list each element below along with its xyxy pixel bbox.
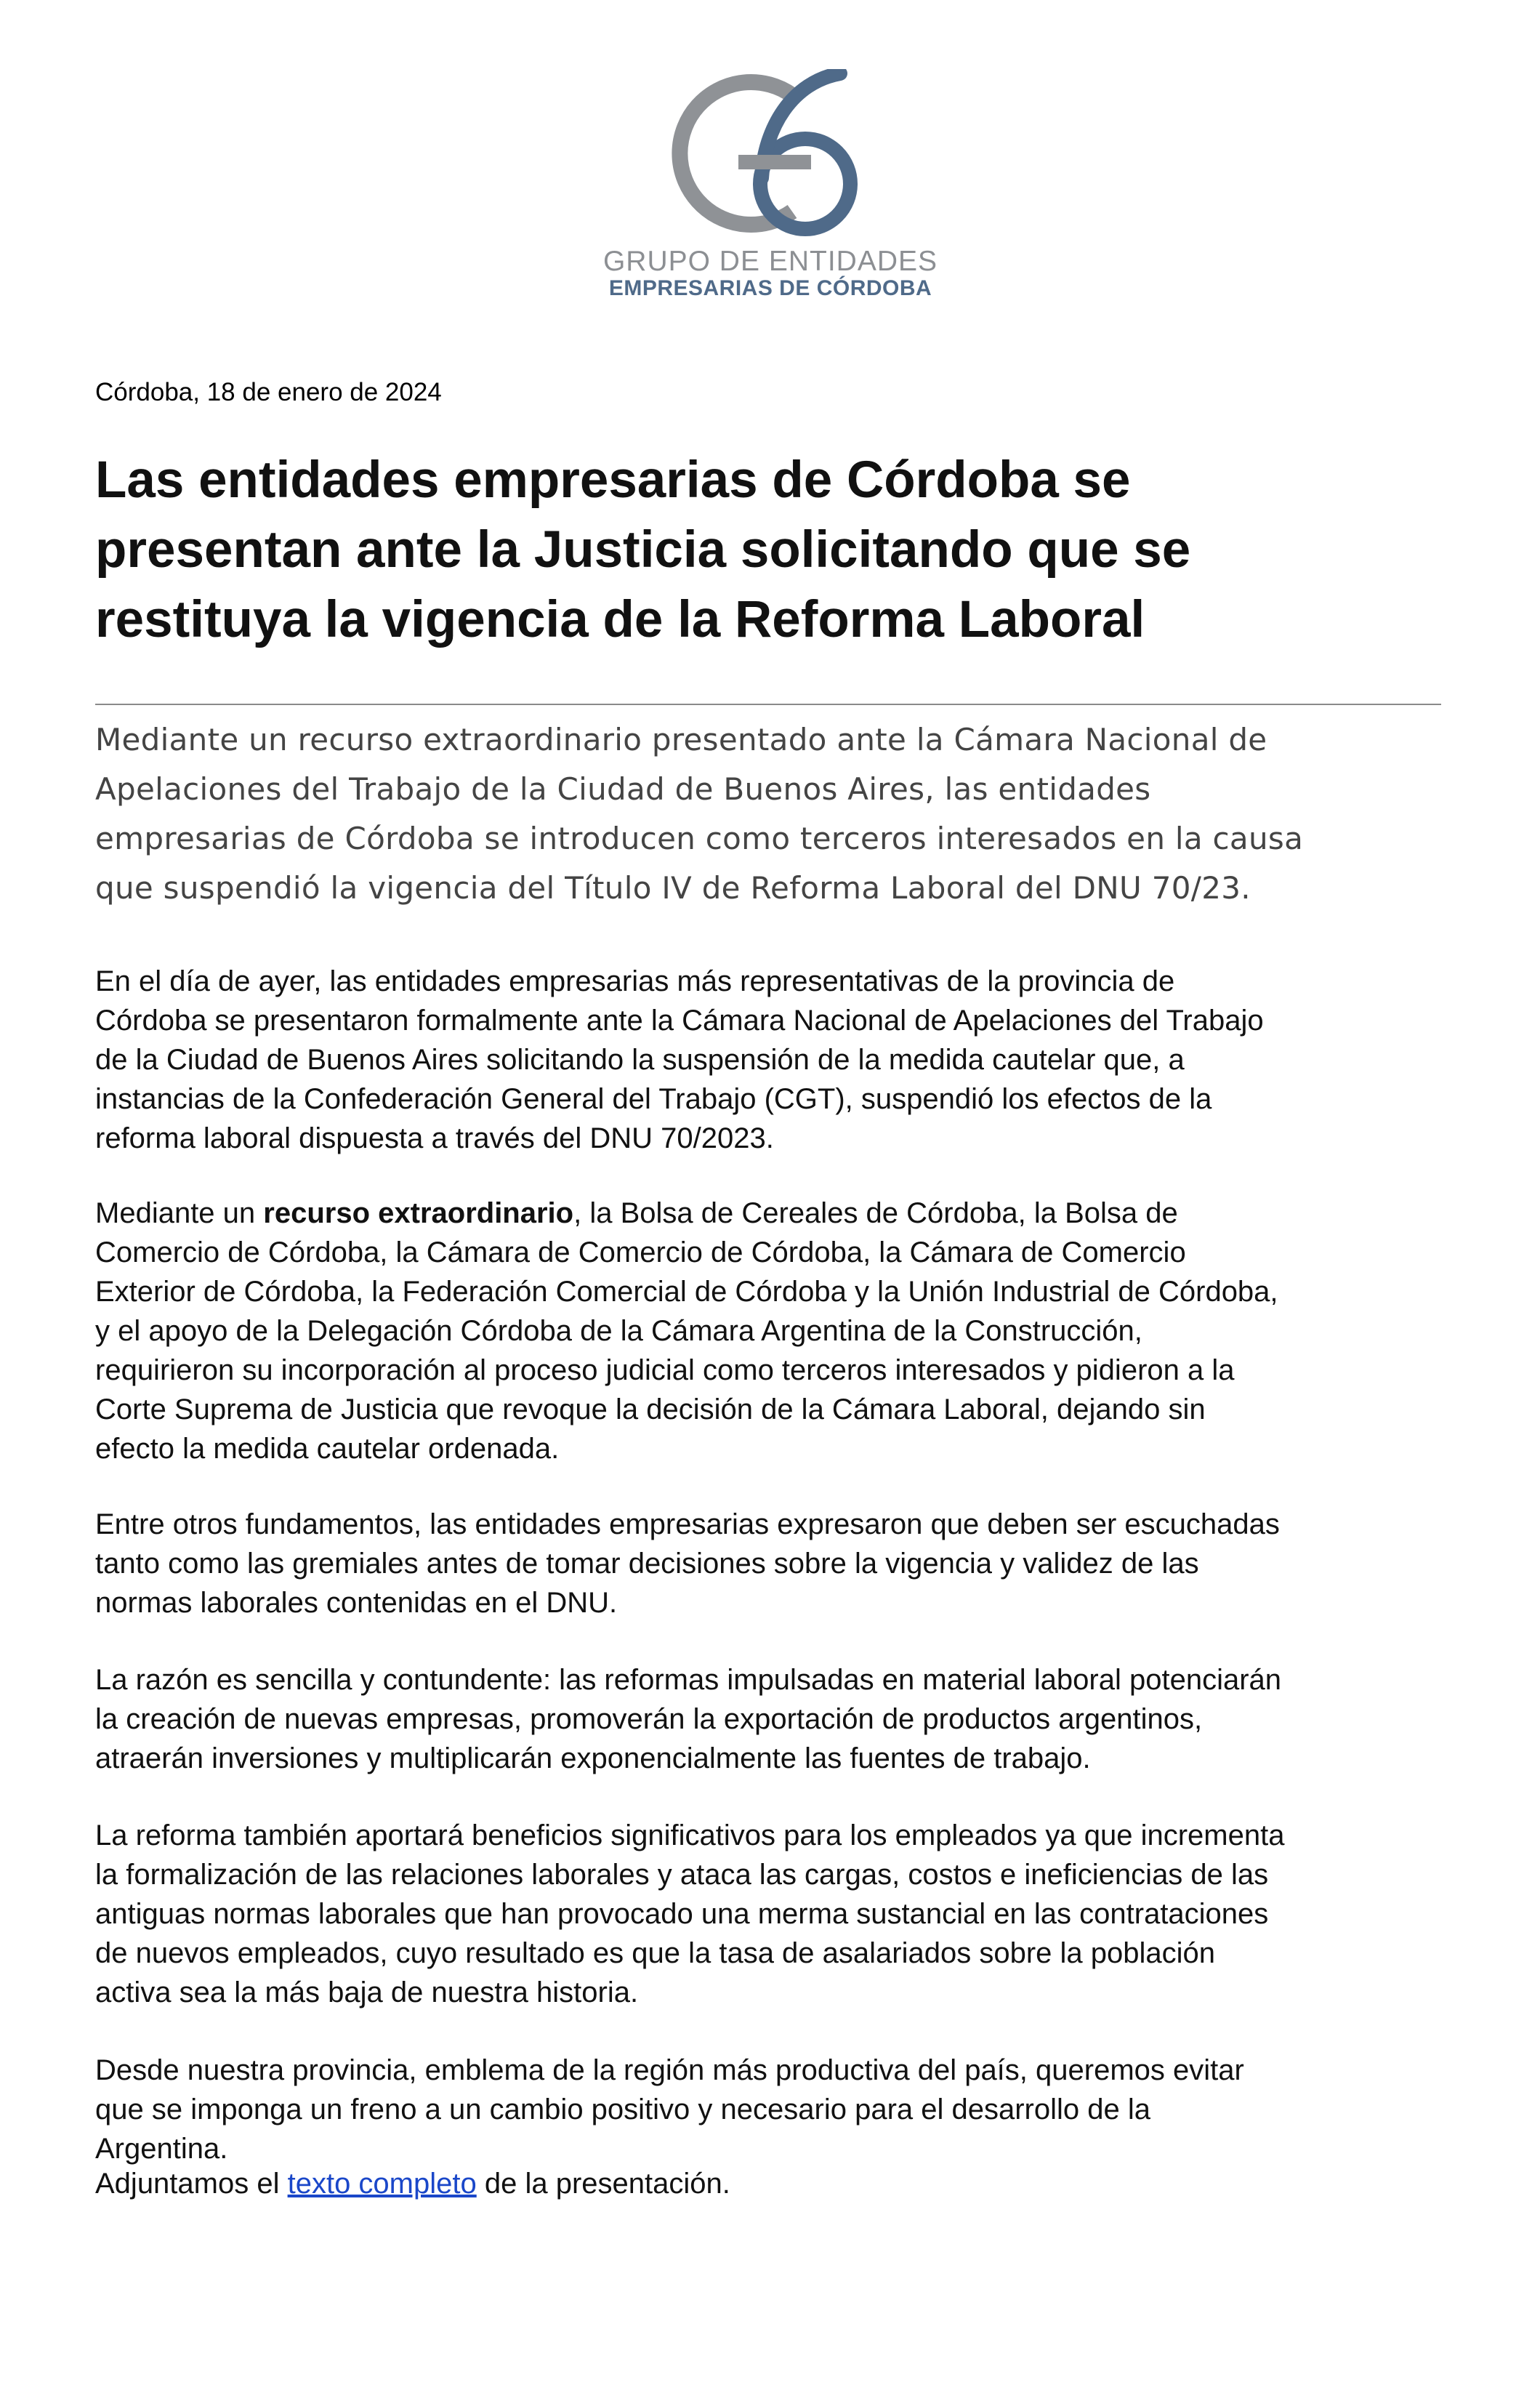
headline-line: restituya la vigencia de la Reforma Laboral	[95, 591, 1145, 648]
text-line: Exterior de Córdoba, la Federación Comercial de Córdoba y la Unión Industrial de Córdoba,	[95, 1276, 1278, 1308]
paragraph-4	[95, 1660, 1447, 1778]
text-line: la creación de nuevas empresas, promoverán la exportación de productos argentinos,	[95, 1703, 1203, 1735]
lead-line: empresarias de Córdoba se introducen como terceros interesados en la causa	[95, 821, 1304, 856]
text-line: tanto como las gremiales antes de tomar decisiones sobre la vigencia y validez de las	[95, 1548, 1199, 1580]
text-line: Desde nuestra provincia, emblema de la región más productiva del país, queremos evitar	[95, 2054, 1244, 2086]
headline-line: presentan ante la Justicia solicitando que se	[95, 521, 1191, 579]
text-line: de la Ciudad de Buenos Aires solicitando la suspensión de la medida cautelar que, a	[95, 1044, 1185, 1076]
text-line: En el día de ayer, las entidades empresarias más representativas de la provincia de	[95, 965, 1175, 997]
full-text-link[interactable]: texto completo	[287, 2168, 477, 2200]
paragraph-3	[95, 1505, 1447, 1622]
lead-line: Mediante un recurso extraordinario presentado ante la Cámara Nacional de	[95, 722, 1267, 757]
text-line: La razón es sencilla y contundente: las reformas impulsadas en material laboral potenciarán	[95, 1664, 1282, 1696]
text-line: reforma laboral dispuesta a través del DNU 70/2023.	[95, 1122, 774, 1154]
text-line: requirieron su incorporación al proceso judicial como terceros interesados y pidieron a la	[95, 1354, 1235, 1386]
text-line: instancias de la Confederación General del Trabajo (CGT), suspendió los efectos de la	[95, 1083, 1212, 1115]
text-line: Corte Suprema de Justicia que revoque la decisión de la Cámara Laboral, dejando sin	[95, 1393, 1206, 1425]
text-line: Córdoba se presentaron formalmente ante la Cámara Nacional de Apelaciones del Trabajo	[95, 1005, 1264, 1037]
headline	[95, 446, 1447, 655]
bold-text: recurso extraordinario	[263, 1197, 574, 1229]
text-segment: de la presentación.	[476, 2168, 730, 2200]
text-line: normas laborales contenidas en el DNU.	[95, 1587, 618, 1619]
text-line: que se imponga un freno a un cambio positivo y necesario para el desarrollo de la	[95, 2094, 1150, 2125]
text-line: antiguas normas laborales que han provocado una merma sustancial en las contrataciones	[95, 1898, 1269, 1930]
paragraph-6	[95, 2051, 1447, 2168]
text-line: la formalización de las relaciones laborales y ataca las cargas, costos e ineficiencias de las	[95, 1859, 1269, 1891]
logo-text-line2: EMPRESARIAS DE CÓRDOBA	[608, 276, 932, 300]
logo	[596, 69, 945, 309]
text-line: y el apoyo de la Delegación Córdoba de la Cámara Argentina de la Construcción,	[95, 1315, 1142, 1347]
text-line: activa sea la más baja de nuestra historia.	[95, 1976, 639, 2008]
text-segment: Adjuntamos el	[95, 2168, 288, 2200]
text-line: Entre otros fundamentos, las entidades empresarias expresaron que deben ser escuchadas	[95, 1508, 1280, 1540]
divider	[95, 704, 1441, 705]
paragraph-2	[95, 1194, 1447, 1468]
text-segment: , la Bolsa de Cereales de Córdoba, la Bolsa de	[573, 1197, 1178, 1229]
text-segment: Mediante un	[95, 1197, 264, 1229]
text-line: de nuevos empleados, cuyo resultado es que la tasa de asalariados sobre la población	[95, 1937, 1216, 1969]
text-line: Argentina.	[95, 2133, 228, 2165]
text-line: Comercio de Córdoba, la Cámara de Comercio de Córdoba, la Cámara de Comercio	[95, 1236, 1186, 1268]
headline-line: Las entidades empresarias de Córdoba se	[95, 451, 1131, 509]
text-line: La reforma también aportará beneficios significativos para los empleados ya que incrementa	[95, 1819, 1285, 1851]
paragraph-5	[95, 1816, 1447, 2012]
text-line: efecto la medida cautelar ordenada.	[95, 1433, 560, 1465]
lead-line: que suspendió la vigencia del Título IV de Reforma Laboral del DNU 70/23.	[95, 870, 1251, 906]
paragraph-7	[95, 2164, 1447, 2203]
paragraph-1	[95, 962, 1447, 1158]
text-line: atraerán inversiones y multiplicarán exponencialmente las fuentes de trabajo.	[95, 1742, 1091, 1774]
lead-paragraph	[95, 715, 1447, 913]
g6-logo-mark-icon	[669, 69, 872, 244]
lead-line: Apelaciones del Trabajo de la Ciudad de Buenos Aires, las entidades	[95, 771, 1151, 807]
dateline: Córdoba, 18 de enero de 2024	[95, 378, 442, 406]
logo-text-line1: GRUPO DE ENTIDADES	[602, 246, 938, 277]
